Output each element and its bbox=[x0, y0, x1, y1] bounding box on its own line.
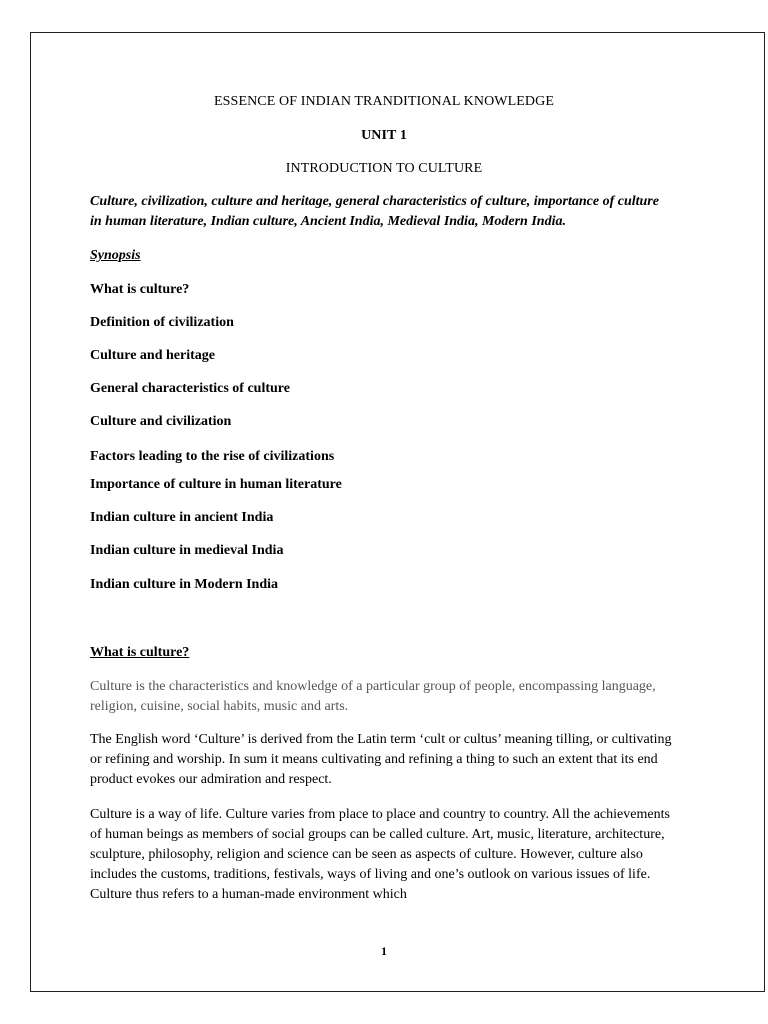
synopsis-item: General characteristics of culture bbox=[90, 381, 290, 396]
synopsis-item: Indian culture in ancient India bbox=[90, 510, 274, 525]
synopsis-label: Synopsis bbox=[90, 248, 141, 263]
synopsis-item: Definition of civilization bbox=[90, 315, 234, 330]
synopsis-item: Factors leading to the rise of civilizations bbox=[90, 449, 335, 464]
synopsis-item: What is culture? bbox=[90, 282, 190, 297]
page-number: 1 bbox=[381, 944, 387, 958]
abstract: Culture, civilization, culture and heritage, general characteristics of culture, importance of culture in human literature, Indian culture, Ancient India, Medieval India, Modern India. bbox=[90, 194, 659, 229]
section-heading: What is culture? bbox=[90, 645, 190, 660]
synopsis-item: Culture and heritage bbox=[90, 348, 215, 363]
synopsis-item: Importance of culture in human literature bbox=[90, 477, 342, 492]
synopsis-item: Culture and civilization bbox=[90, 414, 232, 429]
unit-heading: UNIT 1 bbox=[361, 128, 407, 143]
body-paragraph: The English word ‘Culture’ is derived from the Latin term ‘cult or cultus’ meaning tilling, or cultivating or refining and worship. In sum it means cultivating and refining a thing to such an extent that its end product evokes our admiration and respect. bbox=[90, 732, 672, 787]
chapter-heading: INTRODUCTION TO CULTURE bbox=[285, 161, 483, 176]
body-paragraph: Culture is the characteristics and knowledge of a particular group of people, encompassing language, religion, cuisine, social habits, music and arts. bbox=[90, 679, 656, 714]
synopsis-item: Indian culture in medieval India bbox=[90, 543, 284, 558]
document-title: ESSENCE OF INDIAN TRANDITIONAL KNOWLEDGE bbox=[214, 94, 554, 109]
body-paragraph: Culture is a way of life. Culture varies from place to place and country to country. All the achievements of human beings as members of social groups can be called culture. Art, music, literature, architecture, sculpture, philosophy, religion and science can be seen as aspects of culture. However, culture also includes the customs, traditions, festivals, ways of living and one’s outlook on various issues of life. Culture thus refers to a human-made environment which bbox=[90, 807, 670, 902]
synopsis-item: Indian culture in Modern India bbox=[90, 577, 279, 592]
